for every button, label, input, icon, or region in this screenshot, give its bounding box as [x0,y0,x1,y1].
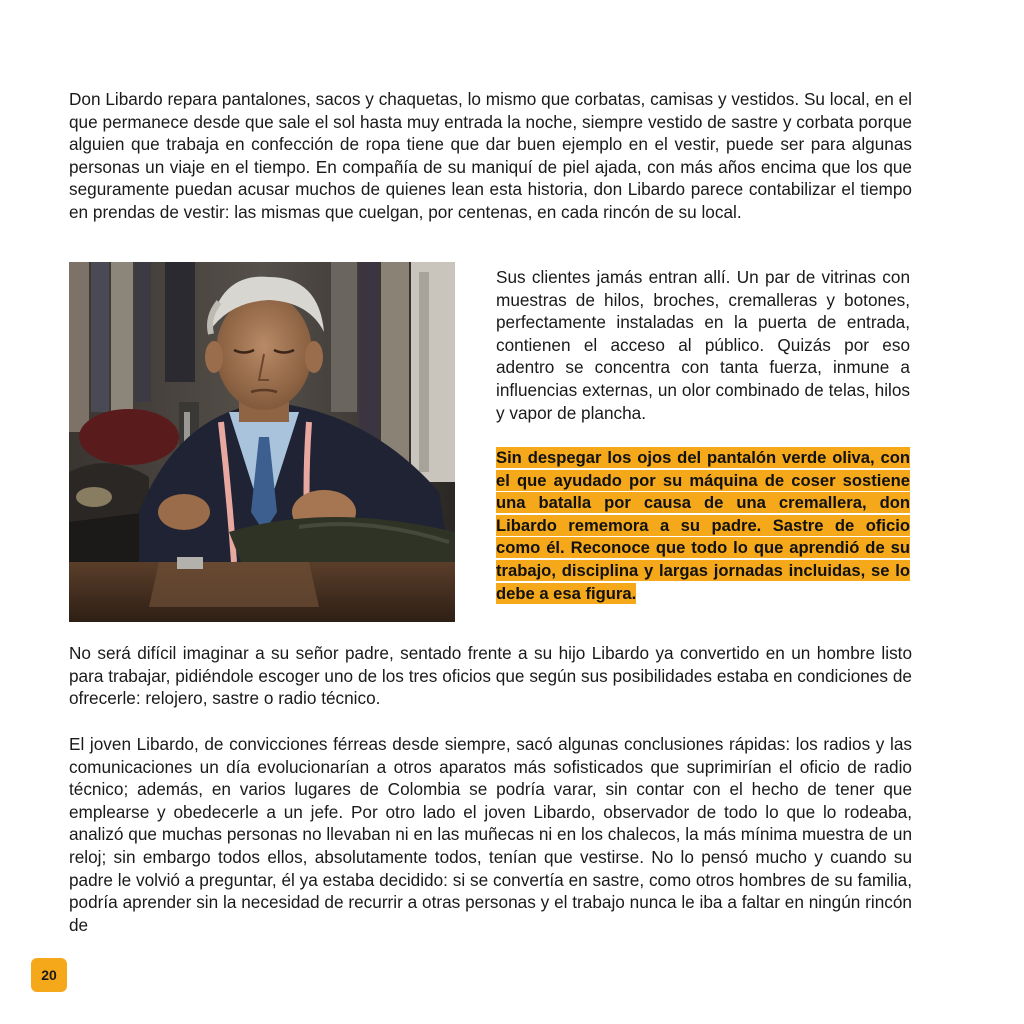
page-number-badge: 20 [31,958,67,992]
body-paragraph-1: Don Libardo repara pantalones, sacos y chaquetas, lo mismo que corbatas, camisas y vestidos. Su local, en el que permanece desde que sale el sol hasta muy entrada la noche, siempre vestido de sastre y corbata porque alguien que trabaja en confección de ropa tiene que dar buen ejemplo en el vestir, puede ser para algunas personas un viaje en el tiempo. En compañía de su maniquí de piel ajada, con más años encima que los que seguramente puedan acusar muchos de quienes lean esta historia, don Libardo parece contabilizar el tiempo en prendas de vestir: las mismas que cuelgan, por centenas, en cada rincón de su local. [69,89,912,222]
highlight-text: Sin despegar los ojos del pantalón verde oliva, con el que ayudado por su máquina de coser sostiene una batalla por causa de una cremallera, don Libardo rememora a su padre. Sastre de oficio como él. Reconoce que todo lo que aprendió de su trabajo, disciplina y largas jornadas incluidas, se lo debe a esa figura. [496,448,910,603]
tailor-photo [69,262,455,622]
highlighted-quote [496,447,910,605]
body-paragraph-4: El joven Libardo, de convicciones férreas desde siempre, sacó algunas conclusiones rápidas: los radios y las comunicaciones un día evolucionarían a otros aparatos más sofisticados que suprimirían el oficio de radio técnico; además, en varios lugares de Colombia se podría varar, sin contar con el hecho de tener que emplearse y obedecerle a un jefe. Por otro lado el joven Libardo, observador de todo lo que lo rodeaba, analizó que muchas personas no llevaban ni en las muñecas ni en los chalecos, la más mínima muestra de un reloj; sin embargo todos ellos, absolutamente todos, tenían que vestirse. No lo pensó mucho y cuando su padre le volvió a preguntar, él ya estaba decidido: si se convertía en sastre, como otros hombres de su familia, podría aprender sin la necesidad de recurrir a otras personas y el trabajo nunca le iba a faltar en ningún rincón de [69,734,912,935]
body-paragraph-3: No será difícil imaginar a su señor padre, sentado frente a su hijo Libardo ya convertido en un hombre listo para trabajar, pidiéndole escoger uno de los tres oficios que según sus posibilidades estaba en condiciones de ofrecerle: relojero, sastre o radio técnico. [69,643,912,709]
body-paragraph-2: Sus clientes jamás entran allí. Un par de vitrinas con muestras de hilos, broches, cremalleras y botones, perfectamente instaladas en la puerta de entrada, contienen el acceso al público. Quizás por eso adentro se concentra con tanta fuerza, inmune a influencias externas, un olor combinado de telas, hilos y vapor de plancha. [496,267,910,423]
